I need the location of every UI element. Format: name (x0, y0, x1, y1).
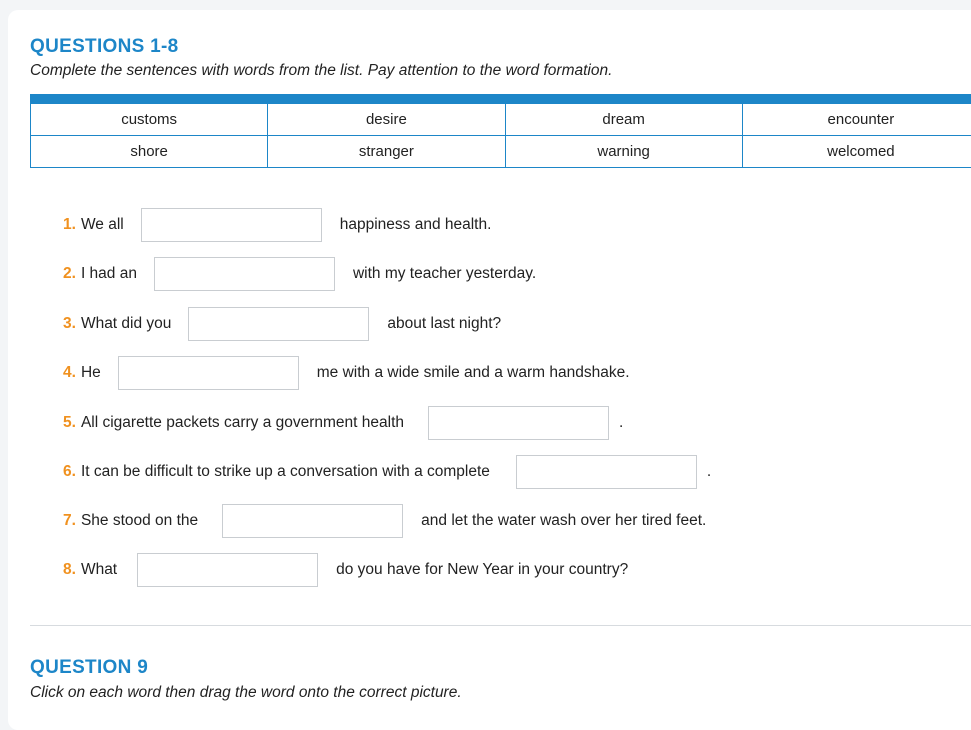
question-text-before: She stood on the (81, 512, 198, 530)
word-bank-cell: desire (268, 104, 505, 136)
question-1 (63, 207, 491, 243)
answer-blank-1[interactable] (141, 208, 322, 242)
question-8 (63, 552, 628, 588)
question-4 (63, 355, 630, 391)
answer-blank-6[interactable] (516, 455, 697, 489)
word-bank (30, 94, 971, 168)
word-bank-cell: stranger (268, 136, 505, 168)
word-bank-cell: customs (31, 104, 268, 136)
question-text-after: and let the water wash over her tired feet. (421, 512, 706, 530)
question-text-before: I had an (81, 265, 137, 283)
answer-blank-7[interactable] (222, 504, 403, 538)
question-text-after: about last night? (387, 315, 501, 333)
word-bank-cell: encounter (742, 104, 971, 136)
word-bank-row (31, 104, 971, 136)
section-instruction-question-9: Click on each word then drag the word onto the correct picture. (30, 684, 462, 702)
question-text-before: All cigarette packets carry a government health (81, 414, 404, 432)
question-text-before: What did you (81, 315, 171, 333)
answer-blank-8[interactable] (137, 553, 318, 587)
question-2 (63, 256, 536, 292)
question-number: 6. (63, 463, 76, 481)
answer-blank-2[interactable] (154, 257, 335, 291)
question-text-after: me with a wide smile and a warm handshake. (317, 364, 630, 382)
word-bank-header-bar (30, 94, 971, 103)
word-bank-table (30, 103, 971, 168)
word-bank-cell: welcomed (742, 136, 971, 168)
word-bank-cell: warning (505, 136, 742, 168)
word-bank-cell: shore (31, 136, 268, 168)
question-number: 7. (63, 512, 76, 530)
question-text-before: What (81, 561, 117, 579)
question-text-before: He (81, 364, 101, 382)
question-number: 1. (63, 216, 76, 234)
question-text-after: . (707, 463, 711, 481)
question-number: 5. (63, 414, 76, 432)
word-bank-cell: dream (505, 104, 742, 136)
question-3 (63, 306, 501, 342)
section-divider (30, 625, 971, 626)
question-text-after: happiness and health. (340, 216, 492, 234)
question-text-before: We all (81, 216, 124, 234)
answer-blank-4[interactable] (118, 356, 299, 390)
question-number: 8. (63, 561, 76, 579)
section-title-question-9: QUESTION 9 (30, 657, 148, 679)
question-text-after: . (619, 414, 623, 432)
question-text-before: It can be difficult to strike up a conversation with a complete (81, 463, 490, 481)
section-title-questions-1-8: QUESTIONS 1-8 (30, 36, 179, 58)
answer-blank-3[interactable] (188, 307, 369, 341)
question-number: 4. (63, 364, 76, 382)
question-6 (63, 454, 711, 490)
question-number: 3. (63, 315, 76, 333)
word-bank-row (31, 136, 971, 168)
question-text-after: with my teacher yesterday. (353, 265, 536, 283)
answer-blank-5[interactable] (428, 406, 609, 440)
question-number: 2. (63, 265, 76, 283)
section-instruction-questions-1-8: Complete the sentences with words from the list. Pay attention to the word formation. (30, 62, 612, 80)
question-5 (63, 405, 623, 441)
question-text-after: do you have for New Year in your country? (336, 561, 628, 579)
question-7 (63, 503, 706, 539)
